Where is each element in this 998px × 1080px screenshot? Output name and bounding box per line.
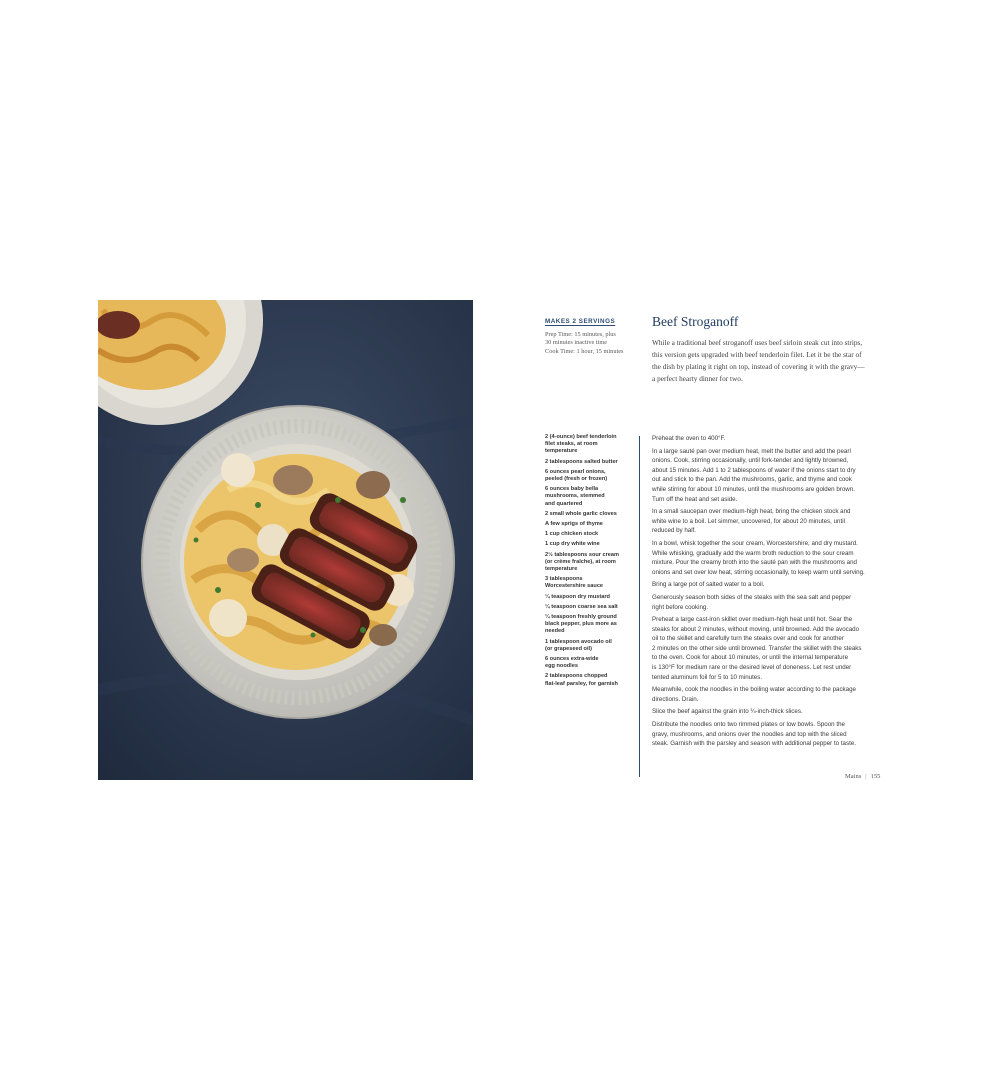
- servings-label: MAKES 2 SERVINGS: [545, 318, 616, 325]
- method-step: [652, 539, 888, 577]
- recipe-title: Beef Stroganoff: [652, 314, 739, 329]
- intro-line: this version gets upgraded with beef tenderloin filet. Let it be the star of: [652, 350, 862, 359]
- ingredient-line: (or crème fraîche), at room: [545, 558, 616, 565]
- ingredient-item: [545, 552, 637, 574]
- method-step: [652, 685, 888, 704]
- step-line: while stirring for about 10 minutes, until the mushrooms are golden brown.: [652, 485, 855, 493]
- time-line: Cook Time: 1 hour, 15 minutes: [545, 347, 624, 355]
- method-step: [652, 720, 888, 749]
- ingredient-line: 6 ounces pearl onions,: [545, 468, 606, 475]
- step-line: oil to the skillet and carefully turn the steaks over and cook for another: [652, 635, 844, 643]
- method-step: [652, 615, 888, 682]
- step-line: to the oven. Cook for about 10 minutes, or until the internal temperature: [652, 654, 849, 662]
- step-line: In a small saucepan over medium-high heat, bring the chicken stock and: [652, 508, 851, 516]
- time-info: [545, 331, 637, 356]
- ingredient-line: egg noodles: [545, 663, 578, 670]
- page-folio: [845, 773, 880, 780]
- ingredient-item: [545, 604, 637, 611]
- step-line: about 15 minutes. Add 1 to 2 tablespoons of water if the onions start to dry: [652, 466, 856, 474]
- step-line: Preheat the oven to 400°F.: [652, 435, 726, 442]
- step-line: tented aluminum foil for 5 to 10 minutes.: [652, 673, 763, 681]
- step-line: mixture. Pour the creamy broth into the sauté pan with the mushrooms and: [652, 559, 857, 567]
- ingredient-line: 1 cup chicken stock: [545, 531, 599, 538]
- ingredient-line: ¼ teaspoon coarse sea salt: [545, 603, 618, 610]
- ingredient-line: black pepper, plus more as: [545, 621, 617, 628]
- step-line: gravy, mushrooms, and onions over the noodles and top with the sliced: [652, 730, 847, 738]
- folio-separator: |: [865, 773, 867, 780]
- step-line: is 130°F for medium rare or the desired level of doneness. Let rest under: [652, 664, 852, 672]
- step-line: white wine to a boil. Let simmer, uncovered, for about 20 minutes, until: [652, 517, 845, 525]
- ingredient-item: [545, 594, 637, 601]
- step-line: right before cooking.: [652, 603, 709, 611]
- ingredient-line: and quartered: [545, 500, 583, 507]
- step-line: Preheat a large cast-iron skillet over medium-high heat until hot. Sear the: [652, 616, 853, 624]
- step-line: Distribute the noodles onto two rimmed plates or low bowls. Spoon the: [652, 721, 845, 729]
- step-line: While whisking, gradually add the warm broth reduction to the sour cream: [652, 549, 854, 557]
- intro-line: While a traditional beef stroganoff uses beef sirloin steak cut into strips,: [652, 338, 863, 347]
- ingredient-line: 1 tablespoon avocado oil: [545, 638, 612, 645]
- method-steps: [652, 434, 888, 752]
- step-line: steak. Garnish with the parsley and season with additional pepper to taste.: [652, 740, 856, 748]
- ingredient-item: [545, 521, 637, 528]
- step-line: In a bowl, whisk together the sour cream, Worcestershire, and dry mustard.: [652, 539, 858, 547]
- step-line: steaks for about 2 minutes, without moving, until browned. Add the avocado: [652, 625, 860, 633]
- time-line: Prep Time: 15 minutes, plus: [545, 331, 616, 338]
- ingredient-item: [545, 576, 637, 590]
- ingredient-list: [545, 434, 637, 691]
- step-line: Generously season both sides of the steaks with the sea salt and pepper: [652, 593, 852, 601]
- ingredient-line: 2½ tablespoons sour cream: [545, 551, 619, 558]
- method-step: [652, 593, 888, 612]
- ingredient-line: Worcestershire sauce: [545, 583, 604, 590]
- ingredient-item: [545, 469, 637, 483]
- step-line: directions. Drain.: [652, 695, 699, 703]
- ingredient-line: 2 (4-ounce) beef tenderloin: [545, 434, 617, 440]
- section-name: Mains: [845, 773, 862, 780]
- ingredient-item: [545, 639, 637, 653]
- ingredient-item: [545, 531, 637, 538]
- ingredient-item: [545, 511, 637, 518]
- method-step: [652, 447, 888, 505]
- method-step: [652, 580, 888, 590]
- ingredient-line: peeled (fresh or frozen): [545, 476, 608, 483]
- ingredient-line: filet steaks, at room: [545, 441, 598, 448]
- ingredient-line: 6 ounces baby bella: [545, 486, 599, 493]
- intro-line: a perfect hearty dinner for two.: [652, 374, 743, 383]
- step-line: onions. Cook, stirring occasionally, until fork-tender and lightly browned,: [652, 457, 849, 465]
- ingredient-line: 3 tablespoons: [545, 576, 583, 583]
- step-line: onions and set over low heat, stirring occasionally, to keep warm until serving.: [652, 568, 865, 576]
- ingredient-line: 2 small whole garlic cloves: [545, 510, 617, 517]
- step-line: Meanwhile, cook the noodles in the boiling water according to the package: [652, 686, 856, 694]
- method-step: [652, 434, 888, 444]
- ingredient-item: [545, 673, 637, 687]
- ingredient-line: temperature: [545, 448, 578, 455]
- step-line: reduced by half.: [652, 527, 697, 535]
- step-line: Bring a large pot of salted water to a boil.: [652, 581, 765, 589]
- ingredient-item: [545, 614, 637, 636]
- method-step: [652, 707, 888, 717]
- method-step: [652, 507, 888, 536]
- ingredient-line: flat-leaf parsley, for garnish: [545, 680, 618, 687]
- ingredient-line: ¼ teaspoon dry mustard: [545, 593, 610, 600]
- dish-illustration: [98, 300, 473, 780]
- ingredient-item: [545, 459, 637, 466]
- ingredient-line: mushrooms, stemmed: [545, 493, 605, 500]
- ingredient-line: 2 tablespoons chopped: [545, 673, 608, 680]
- servings-block: [545, 318, 637, 356]
- ingredient-item: [545, 656, 637, 670]
- page-number: 155: [870, 773, 881, 780]
- ingredient-line: 6 ounces extra-wide: [545, 656, 599, 663]
- ingredient-line: temperature: [545, 566, 578, 573]
- step-line: Slice the beef against the grain into ¼-inch-thick slices.: [652, 708, 803, 716]
- step-line: 2 minutes on the other side until browned. Transfer the skillet with the steaks: [652, 644, 862, 652]
- ingredient-line: ¼ teaspoon freshly ground: [545, 614, 617, 621]
- ingredient-line: (or grapeseed oil): [545, 645, 592, 652]
- recipe-intro: [652, 337, 884, 385]
- step-line: out and stick to the pan. Add the mushrooms, garlic, and thyme and cook: [652, 476, 852, 484]
- ingredient-line: 1 cup dry white wine: [545, 541, 600, 548]
- ingredient-item: [545, 434, 637, 456]
- column-divider: [639, 436, 640, 777]
- step-line: In a large sauté pan over medium heat, melt the butter and add the pearl: [652, 447, 851, 455]
- ingredient-line: 2 tablespoons salted butter: [545, 458, 618, 465]
- step-line: Turn off the heat and set aside.: [652, 495, 738, 503]
- time-line: 30 minutes inactive time: [545, 339, 608, 347]
- ingredient-item: [545, 486, 637, 508]
- recipe-photo: [98, 300, 473, 780]
- intro-line: the dish by plating it right on top, instead of covering it with the gravy—: [652, 362, 865, 371]
- ingredient-line: needed: [545, 628, 565, 635]
- ingredient-line: A few sprigs of thyme: [545, 521, 603, 528]
- ingredient-item: [545, 541, 637, 548]
